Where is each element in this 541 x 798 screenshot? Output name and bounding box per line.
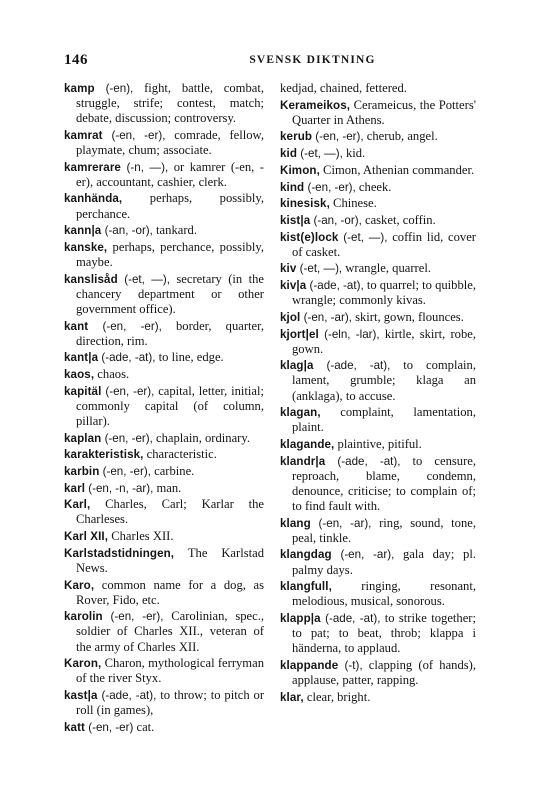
grammar-forms: (-en, -er), xyxy=(99,464,151,478)
definition: Carolinian, spec., soldier of Charles XII., veteran of the army of Charles XII. xyxy=(76,609,264,654)
dictionary-entry xyxy=(64,350,264,365)
dictionary-entry xyxy=(280,658,476,688)
headword: kaplan xyxy=(64,431,102,445)
dictionary-entry xyxy=(64,431,264,446)
definition: cherub, angel. xyxy=(363,129,438,144)
headword: kapitäl xyxy=(64,384,102,398)
headword: Karlstadstidningen, xyxy=(64,546,175,560)
headword: klag|a xyxy=(280,359,314,373)
headword: klar, xyxy=(280,690,304,704)
dictionary-entry xyxy=(280,690,476,705)
grammar-forms: (-en, -ar), xyxy=(300,310,352,324)
definition: tankard. xyxy=(152,223,197,238)
grammar-forms: (-en, -er), xyxy=(102,610,164,624)
definition: casket, coffin. xyxy=(361,212,436,227)
dictionary-entry xyxy=(64,656,264,686)
headword: Karl, xyxy=(64,498,91,512)
headword: klangfull, xyxy=(280,580,332,594)
definition: fight, battle, combat, struggle, strife; contest, match; debate, discussion; controversy. xyxy=(76,81,265,126)
dictionary-entry xyxy=(64,609,264,654)
dictionary-entry xyxy=(280,180,476,195)
dictionary-entry xyxy=(64,223,264,238)
grammar-forms: (-et, —), xyxy=(296,262,343,276)
grammar-forms: (-en, -er), xyxy=(102,128,166,142)
dictionary-entry xyxy=(280,129,476,144)
definition: Cerameicus, the Potters' Quarter in Athens. xyxy=(292,97,476,127)
headword: kiv xyxy=(280,262,297,276)
grammar-forms: (-ade, -at), xyxy=(98,351,156,365)
definition: Cimon, Athenian commander. xyxy=(319,162,475,177)
dictionary-entry xyxy=(64,464,264,479)
dictionary-entry xyxy=(280,213,476,228)
headword: karolin xyxy=(64,610,103,624)
headword: kinesisk, xyxy=(280,197,330,211)
headword: Kimon, xyxy=(280,163,320,177)
definition: cheek. xyxy=(355,179,392,194)
headword: kiv|a xyxy=(280,279,307,293)
headword: kant xyxy=(64,319,89,333)
definition: kid. xyxy=(342,146,366,161)
dictionary-entry xyxy=(280,98,476,128)
definition: Charles, Carl; Karlar the Charleses. xyxy=(76,497,264,527)
headword: Karl XII, xyxy=(64,530,109,544)
dictionary-entry xyxy=(280,516,476,546)
dictionary-entry xyxy=(64,546,264,576)
headword: kamrat xyxy=(64,128,103,142)
dictionary-entry xyxy=(280,163,476,178)
grammar-forms: (-en, -er), xyxy=(101,384,155,398)
definition: skirt, gown, flounces. xyxy=(351,309,464,324)
grammar-forms: (-eln, -lar), xyxy=(318,327,380,341)
definition: cat. xyxy=(133,719,155,734)
grammar-forms: (-ade, -at), xyxy=(325,454,401,468)
headword: klagande, xyxy=(280,437,335,451)
dictionary-entry xyxy=(64,319,264,349)
headword: klapp|a xyxy=(280,611,321,625)
headword: kant|a xyxy=(64,351,99,365)
headword: kanske, xyxy=(64,240,108,254)
dictionary-entry xyxy=(280,611,476,656)
definition: Charon, mythological ferryman of the river Styx. xyxy=(76,656,264,686)
grammar-forms: (-et, —), xyxy=(338,230,388,244)
definition: chaplain, ordinary. xyxy=(152,430,250,445)
headword: kanslisåd xyxy=(64,272,118,286)
grammar-forms: (-en, -er), xyxy=(101,431,153,445)
headword: kjol xyxy=(280,310,301,324)
dictionary-entry xyxy=(280,579,476,609)
headword: kist|a xyxy=(280,213,311,227)
definition: coffin lid, cover of casket. xyxy=(292,229,477,259)
headword: klappande xyxy=(280,658,339,672)
grammar-forms: (-ade, -at), xyxy=(306,279,364,293)
dictionary-entry xyxy=(64,128,264,158)
definition: capital, letter, initial; commonly capital (of column, pillar). xyxy=(76,383,264,428)
left-column xyxy=(64,81,264,737)
grammar-forms: (-en, -n, -ar), xyxy=(85,481,154,495)
grammar-forms: (-en, -er) xyxy=(85,720,134,734)
dictionary-entry xyxy=(64,578,264,608)
definition: to line, edge. xyxy=(155,350,224,365)
headword: kanhända, xyxy=(64,192,123,206)
dictionary-entry xyxy=(64,160,264,190)
dictionary-entry xyxy=(280,358,476,403)
dictionary-entry xyxy=(280,146,476,161)
dictionary-entry xyxy=(64,367,264,382)
headword: Karon, xyxy=(64,657,102,671)
headword: kamp xyxy=(64,82,95,95)
headword: kaos, xyxy=(64,368,95,382)
grammar-forms: (-an, -or), xyxy=(310,213,362,227)
dictionary-entry xyxy=(64,720,264,735)
grammar-forms: (-en, -ar), xyxy=(331,548,395,562)
definition: Chinese. xyxy=(329,196,377,211)
right-column xyxy=(280,81,476,706)
dictionary-entry xyxy=(64,240,264,270)
definition: common name for a dog, as Rover, Fido, etc. xyxy=(76,577,264,607)
dictionary-entry xyxy=(280,454,476,514)
definition: secretary (in the chancery department or other government office). xyxy=(76,271,264,316)
headword: karl xyxy=(64,481,86,495)
dictionary-entry xyxy=(64,481,264,496)
grammar-forms: (-en, -er), xyxy=(312,130,364,144)
dictionary-entry xyxy=(280,437,476,452)
definition: border, quarter, direction, rim. xyxy=(76,318,264,348)
headword: klang xyxy=(280,516,311,530)
dictionary-entry xyxy=(64,384,264,429)
headword: kist(e)lock xyxy=(280,230,339,244)
dictionary-entry xyxy=(64,447,264,462)
dictionary-entry xyxy=(280,310,476,325)
grammar-forms: (-et, —), xyxy=(117,272,170,286)
grammar-forms: (-ade, -at), xyxy=(320,611,381,625)
headword: klangdag xyxy=(280,548,332,562)
definition: perhaps, perchance, possibly, maybe. xyxy=(76,239,264,269)
grammar-forms: (-t), xyxy=(338,658,363,672)
definition: to strike together; to pat; to beat, throb; klappa i händerna, to applaud. xyxy=(292,610,476,656)
grammar-forms: (-en, -ar), xyxy=(310,516,372,530)
headword: kind xyxy=(280,180,305,194)
dictionary-entry xyxy=(64,688,264,718)
dictionary-entry xyxy=(64,191,264,221)
grammar-forms: (-et, —), xyxy=(297,147,343,161)
dictionary-entry xyxy=(64,272,264,317)
dictionary-entry xyxy=(64,81,264,126)
definition: carbine. xyxy=(150,463,195,478)
running-head: SVENSK DIKTNING xyxy=(249,54,376,66)
definition: ring, sound, tone, peal, tinkle. xyxy=(292,515,476,545)
definition: kirtle, skirt, robe, gown. xyxy=(292,326,476,356)
headword: karakteristisk, xyxy=(64,448,144,462)
definition: perhaps, possibly, perchance. xyxy=(76,191,264,221)
grammar-forms: (-n, —), xyxy=(120,160,169,174)
definition: to censure, reproach, blame, condemn, denounce, criticise; to complain of; to find fault with. xyxy=(292,453,476,513)
definition: chaos. xyxy=(94,367,130,382)
headword: kann|a xyxy=(64,224,102,238)
headword: Kerameikos, xyxy=(280,98,351,112)
headword: kast|a xyxy=(64,689,98,703)
page-header xyxy=(64,52,501,70)
dictionary-entry xyxy=(280,230,476,260)
definition: plaintive, pitiful. xyxy=(334,436,422,451)
definition: gala day; pl. palmy days. xyxy=(292,547,476,577)
headword: kid xyxy=(280,147,298,161)
definition: kedjad, chained, fettered. xyxy=(280,81,407,95)
definition: comrade, fellow, playmate, chum; associate. xyxy=(76,127,264,157)
definition: ringing, resonant, melodious, musical, sonorous. xyxy=(292,579,476,609)
dictionary-entry xyxy=(64,529,264,544)
definition: wrangle, quarrel. xyxy=(342,261,431,276)
definition: to throw; to pitch or roll (in games), xyxy=(76,688,265,718)
definition: to complain, lament, grumble; klaga an (anklaga), to accuse. xyxy=(292,358,477,403)
dictionary-entry xyxy=(280,327,476,357)
headword: Karo, xyxy=(64,578,95,592)
headword: katt xyxy=(64,720,86,734)
grammar-forms: (-ade, -at), xyxy=(313,359,391,373)
definition: clapping (of hands), applause, patter, rapping. xyxy=(292,657,477,687)
headword: karbin xyxy=(64,464,100,478)
headword: kjort|el xyxy=(280,327,319,341)
headword: klagan, xyxy=(280,406,321,420)
definition: or kamrer (-en, -er), accountant, cashier, clerk. xyxy=(76,159,264,189)
dictionary-entry xyxy=(280,81,476,96)
dictionary-entry xyxy=(280,547,476,577)
grammar-forms: (-en), xyxy=(94,82,134,95)
headword: kerub xyxy=(280,130,313,144)
headword: kamrerare xyxy=(64,160,121,174)
definition: The Karlstad News. xyxy=(76,545,264,575)
grammar-forms: (-an, -or), xyxy=(101,224,153,238)
grammar-forms: (-en, -er), xyxy=(88,319,162,333)
definition: clear, bright. xyxy=(303,689,371,704)
dictionary-entry xyxy=(64,497,264,527)
page-number: 146 xyxy=(64,52,88,68)
grammar-forms: (-en, -er), xyxy=(304,180,356,194)
definition: Charles XII. xyxy=(108,529,174,544)
definition: to quarrel; to quibble, wrangle; commonly kivas. xyxy=(292,278,476,308)
grammar-forms: (-ade, -at), xyxy=(97,689,157,703)
dictionary-entry xyxy=(280,405,476,435)
dictionary-entry xyxy=(280,261,476,276)
headword: klandr|a xyxy=(280,454,326,468)
dictionary-entry xyxy=(280,278,476,308)
definition: man. xyxy=(153,480,182,495)
definition: complaint, lamentation, plaint. xyxy=(292,405,476,435)
definition: characteristic. xyxy=(143,447,217,462)
dictionary-entry xyxy=(280,196,476,211)
